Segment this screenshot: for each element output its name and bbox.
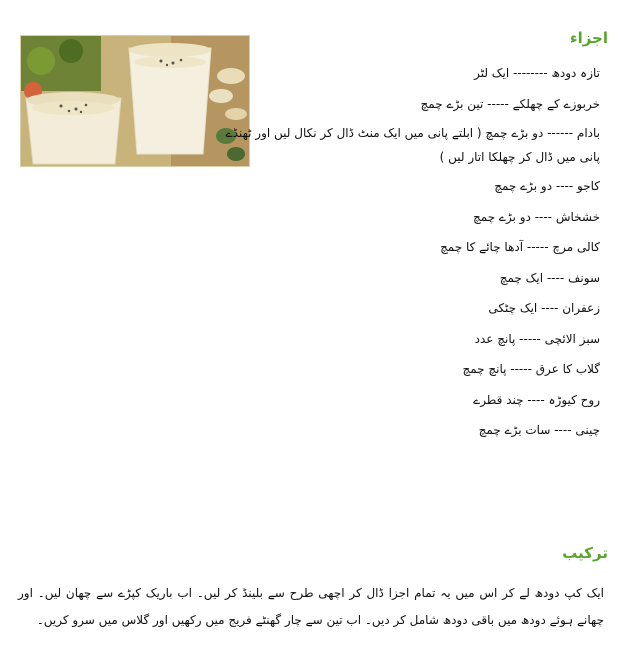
ingredient-saffron: زعفران ---- ایک چٹکی <box>488 301 600 315</box>
ingredient-sugar: چینی ---- سات بڑے چمچ <box>478 423 600 437</box>
ingredient-almonds: بادام ------ دو بڑے چمچ ( ابلتے پانی میں ایک منٹ ڈال کر نکال لیں اور ٹھنڈے پانی میں ڈال کر چھلکا اتار لیں ) <box>225 126 600 164</box>
ingredient-rose-water: گلاب کا عرق ----- پانچ چمچ <box>462 362 600 376</box>
ingredients-heading: اجزاء <box>569 29 608 47</box>
ingredient-cardamom: سبز الائچی ----- پانچ عدد <box>474 331 600 346</box>
ingredient-melon-peel: خربوزے کے چھلکے ----- تین بڑے چمچ <box>420 96 600 111</box>
method-heading: ترکیب <box>562 544 608 562</box>
method-text: ایک کپ دودھ لے کر اس میں یہ تمام اجزا ڈال کر اچھی طرح سے بلینڈ کر لیں۔ اب باریک کپڑے سے چھان لیں۔ اور چھانے ہوئے دودھ میں باقی دودھ شامل کر دیں۔ اب تین سے چار گھنٹے فریج میں رکھیں اور گلاس میں سرو کریں۔ <box>18 586 604 627</box>
ingredient-black-pepper: کالی مرچ ----- آدھا چائے کا چمچ <box>440 240 600 254</box>
ingredient-kewra: روح کیوڑہ ---- چند قطرے <box>473 392 600 407</box>
ingredient-milk: تازہ دودھ -------- ایک لٹر <box>474 66 600 80</box>
ingredients-list <box>210 58 600 446</box>
ingredient-poppy-seeds: خشخاش ---- دو بڑے چمچ <box>473 209 600 224</box>
ingredient-cashew: کاجو ---- دو بڑے چمچ <box>494 179 600 193</box>
ingredient-fennel: سونف ---- ایک چمچ <box>499 270 600 285</box>
